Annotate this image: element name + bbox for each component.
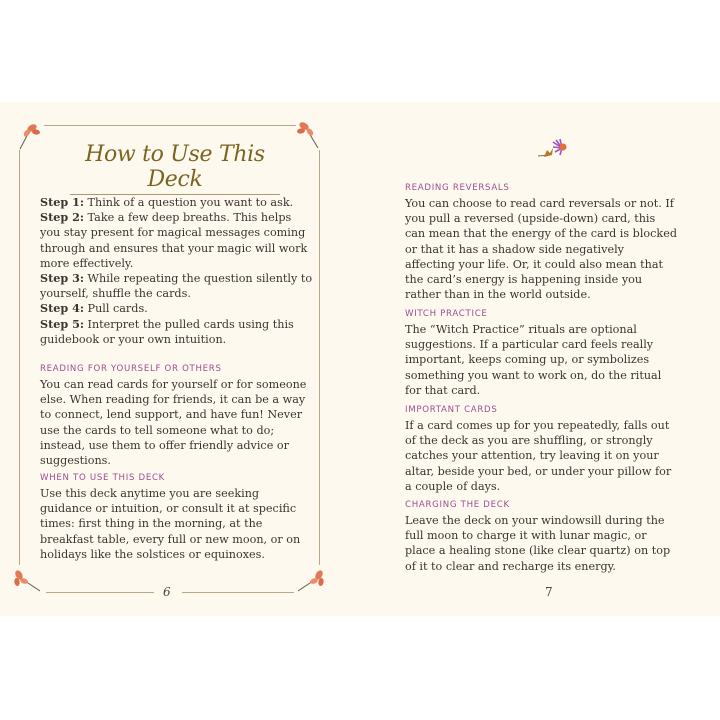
page-title: How to Use This Deck xyxy=(70,142,280,195)
section-heading: WITCH PRACTICE xyxy=(405,309,488,319)
section-body: You can read cards for yourself or for someone else. When reading for friends, it can be a way to connect, lend support, and have fun! Never use the cards to tell someone what to do; instead, use them to offer friendly advice or suggestions. xyxy=(40,378,307,468)
section-body: You can choose to read card reversals or not. If you pull a reversed (upside-down) card, this can mean that the energy of the card is blocked or that it has a shadow side negatively affecting your life. Or, it could also mean that the card’s energy is happening inside you rather than in the world outside. xyxy=(405,197,677,302)
section-heading: READING REVERSALS xyxy=(405,183,510,193)
frame-top-rule xyxy=(44,125,296,126)
section-body: Leave the deck on your windowsill during the full moon to charge it with lunar magic, or place a healing stone (like clear quartz) on top of it to clear and recharge its energy. xyxy=(405,514,671,573)
section-body: If a card comes up for you repeatedly, falls out of the deck as you are shuffling, or strongly catches your attention, try leaving it on your altar, beside your bed, or under your pillow for a couple of days. xyxy=(405,419,672,493)
section-heading: IMPORTANT CARDS xyxy=(405,405,498,415)
frame-bottom-rule-right xyxy=(182,592,294,593)
step-item: Step 5: Interpret the pulled cards using this guidebook or your own intuition. xyxy=(40,316,294,346)
leaf-sprig-icon xyxy=(10,565,40,595)
leaf-sprig-icon xyxy=(16,120,46,150)
section-heading: CHARGING THE DECK xyxy=(405,500,510,510)
frame-bottom-rule-left xyxy=(46,592,154,593)
leaf-sprig-icon xyxy=(292,118,322,148)
section-body: The “Witch Practice” rituals are optional suggestions. If a particular card feels really important, keeps coming up, or symbolizes something you want to work on, do the ritual for that card. xyxy=(405,323,662,397)
frame-right-rule xyxy=(319,150,320,565)
step-item: Step 1: Think of a question you want to ask. xyxy=(40,195,294,209)
steps-list xyxy=(40,195,315,347)
page-number: 6 xyxy=(163,585,171,599)
section-heading: WHEN TO USE THIS DECK xyxy=(40,473,166,483)
flower-leaf-icon xyxy=(536,138,572,160)
step-item: Step 3: While repeating the question silently to yourself, shuffle the cards. xyxy=(40,271,313,301)
section-body: Use this deck anytime you are seeking guidance or intuition, or consult it at specific times: first thing in the morning, at the breakfast table, every full or new moon, or on holidays like the solstices or equinoxes. xyxy=(40,487,301,561)
step-item: Step 4: Pull cards. xyxy=(40,301,148,316)
section-heading: READING FOR YOURSELF OR OTHERS xyxy=(40,364,222,374)
page-number: 7 xyxy=(545,585,553,599)
leaf-sprig-icon xyxy=(298,565,328,595)
frame-left-rule xyxy=(19,150,20,565)
step-item: Step 2: Take a few deep breaths. This helps you stay present for magical messages coming through and ensures that your magic will work more effectively. xyxy=(40,210,308,270)
